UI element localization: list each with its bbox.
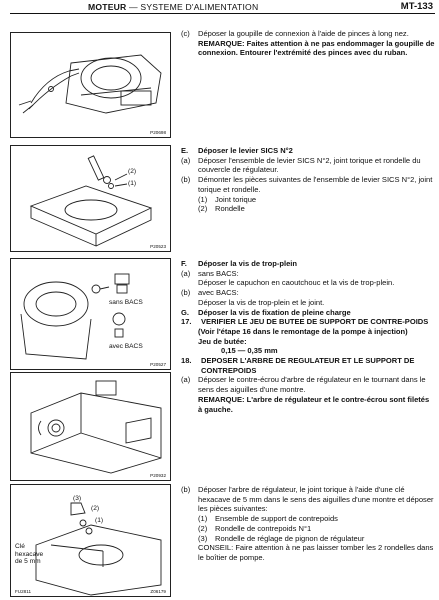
clearance-value: 0,15 — 0,35 mm (221, 346, 278, 356)
substep-key: (b) (181, 175, 191, 185)
step-title: Déposer la vis de fixation de pleine charge (198, 307, 351, 317)
callout-3: (3) (73, 495, 82, 502)
callout-1: (1) (128, 180, 137, 187)
step-text: Déposer la goupille de connexion à l'aide de pinces à long nez. (198, 29, 409, 38)
figure-code: P20523 (150, 244, 166, 249)
figure-code: P20698 (150, 130, 166, 135)
substep-key: (b) (181, 485, 191, 494)
substep-text: Déposer la vis de trop-plein et le joint. (198, 297, 325, 307)
hex-wrench-illustration (11, 485, 170, 596)
tool-label-line2: hexacave (15, 550, 44, 558)
list-item: (2) Rondelle (198, 204, 245, 214)
step-number: 17. (181, 317, 192, 327)
substep-key: (a) (181, 155, 191, 165)
figure-sics-lever (10, 145, 171, 252)
pliers-illustration (11, 33, 170, 137)
figure-hex-wrench (10, 484, 171, 597)
page-number: MT-133 (400, 1, 433, 12)
figure-code-left: FU2811 (15, 589, 32, 594)
step-title: Déposer le levier SICS N°2 (198, 146, 293, 155)
step-title: DEPOSER L'ARBRE DE REGULATEUR ET LE SUPPORT DE CONTREPOIDS (201, 356, 415, 375)
sics-lever-illustration (11, 146, 170, 251)
substep-text: Déposer le capuchon en caoutchouc et la vis de trop-plein. (198, 278, 395, 288)
label-avec-bacs: avec BACS (109, 343, 143, 350)
list-item: (1) Ensemble de support de contrepoids (198, 514, 338, 524)
steps-overflow-and-governor (181, 259, 435, 414)
step-remove-governor-shaft (181, 485, 435, 563)
callout-1: (1) (95, 517, 104, 524)
advice: CONSEIL: Faire attention à ne pas laisser tomber les 2 rondelles dans le boîtier de pompe. (198, 543, 434, 562)
figure-code-right: Z06179 (150, 589, 166, 594)
tool-label-line3: de 5 mm (15, 558, 41, 566)
step-sics-lever (181, 146, 435, 214)
figure-connection-pin (10, 32, 171, 138)
substep-text: Déposer l'arbre de régulateur, le joint torique à l'aide d'une clé hexacave de 5 mm dans le sens des aiguilles d'une montre et déposer les pièces suivantes: (198, 485, 434, 514)
substep-label: avec BACS: (198, 288, 239, 298)
header-subtitle: SYSTEME D'ALIMENTATION (140, 2, 259, 12)
step-title: VERIFIER LE JEU DE BUTEE DE SUPPORT DE CONTRE-POIDS (201, 317, 429, 327)
substep-key: (a) (181, 375, 191, 385)
substep-label: sans BACS: (198, 268, 239, 278)
remark: REMARQUE: L'arbre de régulateur et le contre-écrou sont filetés à gauche. (198, 394, 430, 414)
tool-label (15, 543, 43, 566)
list-item: (2) Rondelle de contrepoids N°1 (198, 523, 312, 533)
label-sans-bacs: sans BACS (109, 299, 143, 306)
substep-key: (b) (181, 288, 191, 298)
clearance-label: Jeu de butée: (198, 336, 247, 346)
step-number: 18. (181, 356, 192, 366)
substep-key: (a) (181, 268, 191, 278)
remark: REMARQUE: Faites attention à ne pas endommager la goupille de connexion. Entourer l'extrémité des pinces avec du ruban. (198, 38, 435, 58)
overflow-screw-illustration (11, 259, 170, 369)
figure-code: P20527 (150, 362, 166, 367)
page-header (0, 0, 439, 14)
substep-text: Déposer l'ensemble de levier SICS N°2, joint torique et rondelle du couvercle de régulateur. (198, 155, 421, 175)
header-section: MOTEUR (88, 2, 127, 12)
callout-2: (2) (128, 168, 137, 175)
substep-text: Démonter les pièces suivantes de l'ensemble de levier SICS N°2, joint torique et rondelle. (198, 175, 433, 194)
list-item: (3) Rondelle de réglage de pignon de régulateur (198, 533, 365, 543)
substep-text: Déposer le contre-écrou d'arbre de régulateur en le tournant dans le sens des aiguilles d'une montre. (198, 375, 426, 395)
step-reference: (Voir l'étape 16 dans le remontage de la pompe à injection) (198, 326, 408, 336)
list-item: (1) Joint torique (198, 194, 257, 204)
header-dash: — (129, 2, 138, 12)
figure-governor-shaft (10, 372, 171, 481)
figure-overflow-screw (10, 258, 171, 370)
header-rule (10, 13, 435, 14)
step-title: Déposer la vis de trop-plein (198, 259, 297, 268)
step-key: (c) (181, 29, 190, 38)
callout-2: (2) (91, 505, 100, 512)
figure-code: P20932 (150, 473, 166, 478)
header-title (88, 2, 258, 12)
pump-illustration (11, 373, 170, 480)
tool-label-line1: Clé (15, 543, 25, 550)
step-remove-pin (181, 29, 435, 58)
step-key: E. (181, 146, 189, 155)
step-key: G. (181, 307, 189, 317)
step-key: F. (181, 259, 187, 268)
